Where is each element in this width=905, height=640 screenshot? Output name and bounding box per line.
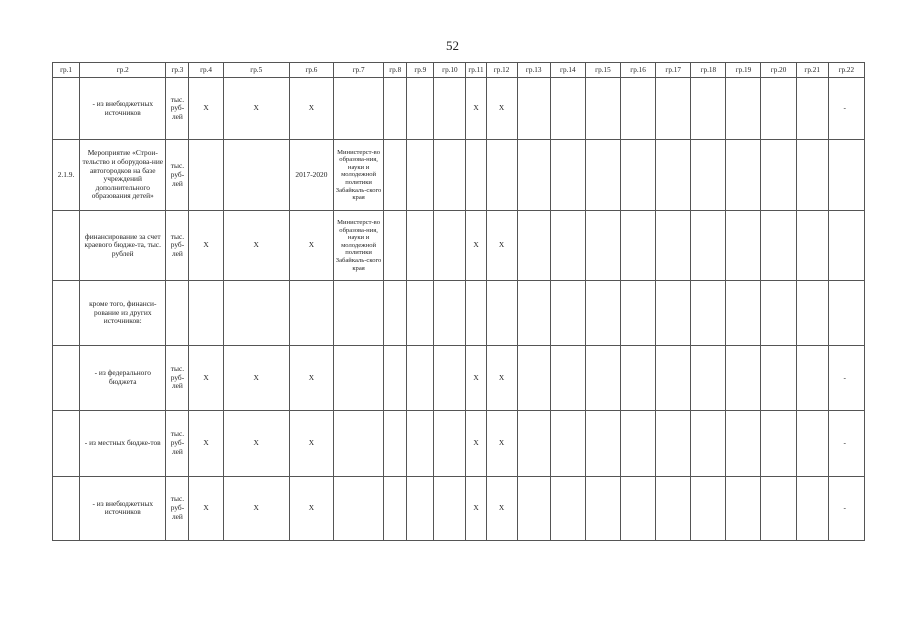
cell-gr12: X	[486, 78, 517, 140]
cell-gr7	[334, 281, 384, 345]
empty-cell	[407, 78, 434, 140]
empty-cell	[384, 476, 407, 540]
cell-gr7: Министерст-во образова-ния, науки и молодежной политики Забайкаль-ского края	[334, 210, 384, 280]
cell-gr22	[828, 140, 864, 210]
empty-cell	[726, 345, 761, 410]
table-row	[53, 345, 865, 410]
empty-cell	[620, 210, 655, 280]
cell-gr2: - из внебюджетных источников	[80, 476, 166, 540]
cell-gr11	[466, 281, 486, 345]
header-cell: гр.10	[434, 63, 466, 78]
cell-gr1	[53, 345, 80, 410]
empty-cell	[517, 78, 550, 140]
empty-cell	[550, 411, 585, 476]
cell-gr22: -	[828, 78, 864, 140]
empty-cell	[620, 281, 655, 345]
empty-cell	[761, 476, 796, 540]
empty-cell	[761, 411, 796, 476]
empty-cell	[656, 281, 691, 345]
empty-cell	[434, 476, 466, 540]
cell-gr6: X	[289, 411, 333, 476]
empty-cell	[517, 281, 550, 345]
empty-cell	[620, 345, 655, 410]
header-cell: гр.7	[334, 63, 384, 78]
header-cell: гр.9	[407, 63, 434, 78]
header-cell: гр.21	[796, 63, 828, 78]
empty-cell	[384, 140, 407, 210]
cell-gr3: тыс. руб-лей	[166, 210, 189, 280]
cell-gr12	[486, 140, 517, 210]
empty-cell	[726, 140, 761, 210]
cell-gr1: 2.1.9.	[53, 140, 80, 210]
cell-gr6: 2017-2020	[289, 140, 333, 210]
cell-gr12: X	[486, 411, 517, 476]
cell-gr1	[53, 210, 80, 280]
empty-cell	[691, 281, 726, 345]
program-table	[52, 62, 865, 541]
empty-cell	[691, 345, 726, 410]
cell-gr4: X	[189, 210, 223, 280]
cell-gr11	[466, 140, 486, 210]
cell-gr4: X	[189, 411, 223, 476]
empty-cell	[656, 411, 691, 476]
empty-cell	[434, 210, 466, 280]
empty-cell	[726, 476, 761, 540]
cell-gr3: тыс. руб-лей	[166, 411, 189, 476]
empty-cell	[656, 210, 691, 280]
cell-gr5: X	[223, 476, 289, 540]
header-cell: гр.13	[517, 63, 550, 78]
header-cell: гр.2	[80, 63, 166, 78]
cell-gr11: X	[466, 210, 486, 280]
cell-gr11: X	[466, 476, 486, 540]
empty-cell	[620, 411, 655, 476]
empty-cell	[407, 210, 434, 280]
cell-gr1	[53, 281, 80, 345]
cell-gr11: X	[466, 345, 486, 410]
empty-cell	[517, 210, 550, 280]
empty-cell	[434, 411, 466, 476]
empty-cell	[796, 411, 828, 476]
empty-cell	[656, 476, 691, 540]
cell-gr3: тыс. руб-лей	[166, 476, 189, 540]
header-cell: гр.15	[585, 63, 620, 78]
empty-cell	[796, 281, 828, 345]
cell-gr12: X	[486, 476, 517, 540]
header-cell: гр.17	[656, 63, 691, 78]
empty-cell	[726, 411, 761, 476]
cell-gr2: финансирование за счет краевого бюдже-та, тыс. рублей	[80, 210, 166, 280]
cell-gr4: X	[189, 78, 223, 140]
empty-cell	[407, 345, 434, 410]
cell-gr4: X	[189, 476, 223, 540]
table-row	[53, 476, 865, 540]
header-cell: гр.11	[466, 63, 486, 78]
empty-cell	[761, 345, 796, 410]
cell-gr3: тыс. руб-лей	[166, 345, 189, 410]
cell-gr6: X	[289, 210, 333, 280]
empty-cell	[517, 140, 550, 210]
cell-gr5: X	[223, 411, 289, 476]
cell-gr7	[334, 411, 384, 476]
cell-gr1	[53, 411, 80, 476]
empty-cell	[517, 345, 550, 410]
empty-cell	[585, 210, 620, 280]
empty-cell	[691, 210, 726, 280]
cell-gr12: X	[486, 345, 517, 410]
empty-cell	[796, 140, 828, 210]
empty-cell	[726, 210, 761, 280]
empty-cell	[761, 140, 796, 210]
empty-cell	[434, 140, 466, 210]
cell-gr11: X	[466, 411, 486, 476]
empty-cell	[550, 78, 585, 140]
cell-gr1	[53, 78, 80, 140]
empty-cell	[434, 281, 466, 345]
empty-cell	[384, 345, 407, 410]
cell-gr2: - из местных бюдже-тов	[80, 411, 166, 476]
empty-cell	[585, 78, 620, 140]
cell-gr4	[189, 281, 223, 345]
empty-cell	[585, 281, 620, 345]
cell-gr4	[189, 140, 223, 210]
empty-cell	[796, 78, 828, 140]
empty-cell	[691, 411, 726, 476]
cell-gr6: X	[289, 78, 333, 140]
empty-cell	[550, 476, 585, 540]
empty-cell	[384, 78, 407, 140]
empty-cell	[517, 411, 550, 476]
table-row	[53, 210, 865, 280]
empty-cell	[550, 140, 585, 210]
empty-cell	[796, 345, 828, 410]
cell-gr6	[289, 281, 333, 345]
header-cell: гр.16	[620, 63, 655, 78]
cell-gr22: -	[828, 476, 864, 540]
cell-gr5	[223, 140, 289, 210]
header-cell: гр.20	[761, 63, 796, 78]
page-number: 52	[446, 38, 459, 53]
header-cell: гр.3	[166, 63, 189, 78]
empty-cell	[726, 78, 761, 140]
header-cell: гр.18	[691, 63, 726, 78]
header-cell: гр.1	[53, 63, 80, 78]
cell-gr3	[166, 281, 189, 345]
cell-gr12	[486, 281, 517, 345]
empty-cell	[434, 345, 466, 410]
empty-cell	[407, 281, 434, 345]
cell-gr5: X	[223, 78, 289, 140]
header-row	[53, 63, 865, 78]
empty-cell	[550, 345, 585, 410]
empty-cell	[384, 411, 407, 476]
header-cell: гр.8	[384, 63, 407, 78]
table-row	[53, 281, 865, 345]
empty-cell	[517, 476, 550, 540]
empty-cell	[407, 476, 434, 540]
table-row	[53, 140, 865, 210]
empty-cell	[384, 281, 407, 345]
cell-gr6: X	[289, 345, 333, 410]
cell-gr2: - из федерального бюджета	[80, 345, 166, 410]
cell-gr3: тыс. руб-лей	[166, 78, 189, 140]
empty-cell	[434, 78, 466, 140]
cell-gr2: кроме того, финанси-рование из других источников:	[80, 281, 166, 345]
cell-gr6: X	[289, 476, 333, 540]
cell-gr2: Мероприятие «Строи-тельство и оборудова-ние автогородков на базе учреждений дополнительного образования детей»	[80, 140, 166, 210]
empty-cell	[620, 78, 655, 140]
empty-cell	[620, 140, 655, 210]
empty-cell	[691, 78, 726, 140]
empty-cell	[656, 345, 691, 410]
empty-cell	[726, 281, 761, 345]
header-cell: гр.5	[223, 63, 289, 78]
cell-gr5: X	[223, 345, 289, 410]
cell-gr22	[828, 210, 864, 280]
empty-cell	[796, 476, 828, 540]
empty-cell	[384, 210, 407, 280]
cell-gr7: Министерст-во образова-ния, науки и молодежной политики Забайкаль-ского края	[334, 140, 384, 210]
header-cell: гр.4	[189, 63, 223, 78]
header-cell: гр.14	[550, 63, 585, 78]
table-row	[53, 411, 865, 476]
empty-cell	[761, 78, 796, 140]
empty-cell	[620, 476, 655, 540]
empty-cell	[656, 140, 691, 210]
header-cell: гр.12	[486, 63, 517, 78]
empty-cell	[407, 411, 434, 476]
empty-cell	[691, 140, 726, 210]
empty-cell	[691, 476, 726, 540]
empty-cell	[796, 210, 828, 280]
empty-cell	[550, 210, 585, 280]
empty-cell	[585, 476, 620, 540]
cell-gr12: X	[486, 210, 517, 280]
empty-cell	[585, 345, 620, 410]
empty-cell	[585, 140, 620, 210]
cell-gr5	[223, 281, 289, 345]
cell-gr22: -	[828, 411, 864, 476]
cell-gr11: X	[466, 78, 486, 140]
cell-gr7	[334, 476, 384, 540]
empty-cell	[761, 210, 796, 280]
cell-gr22: -	[828, 345, 864, 410]
header-cell: гр.6	[289, 63, 333, 78]
header-cell: гр.19	[726, 63, 761, 78]
table-row	[53, 78, 865, 140]
empty-cell	[656, 78, 691, 140]
cell-gr7	[334, 78, 384, 140]
cell-gr3: тыс. руб-лей	[166, 140, 189, 210]
cell-gr5: X	[223, 210, 289, 280]
empty-cell	[550, 281, 585, 345]
header-cell: гр.22	[828, 63, 864, 78]
cell-gr4: X	[189, 345, 223, 410]
cell-gr1	[53, 476, 80, 540]
empty-cell	[407, 140, 434, 210]
empty-cell	[761, 281, 796, 345]
empty-cell	[585, 411, 620, 476]
cell-gr22	[828, 281, 864, 345]
cell-gr2: - из внебюджетных источников	[80, 78, 166, 140]
cell-gr7	[334, 345, 384, 410]
